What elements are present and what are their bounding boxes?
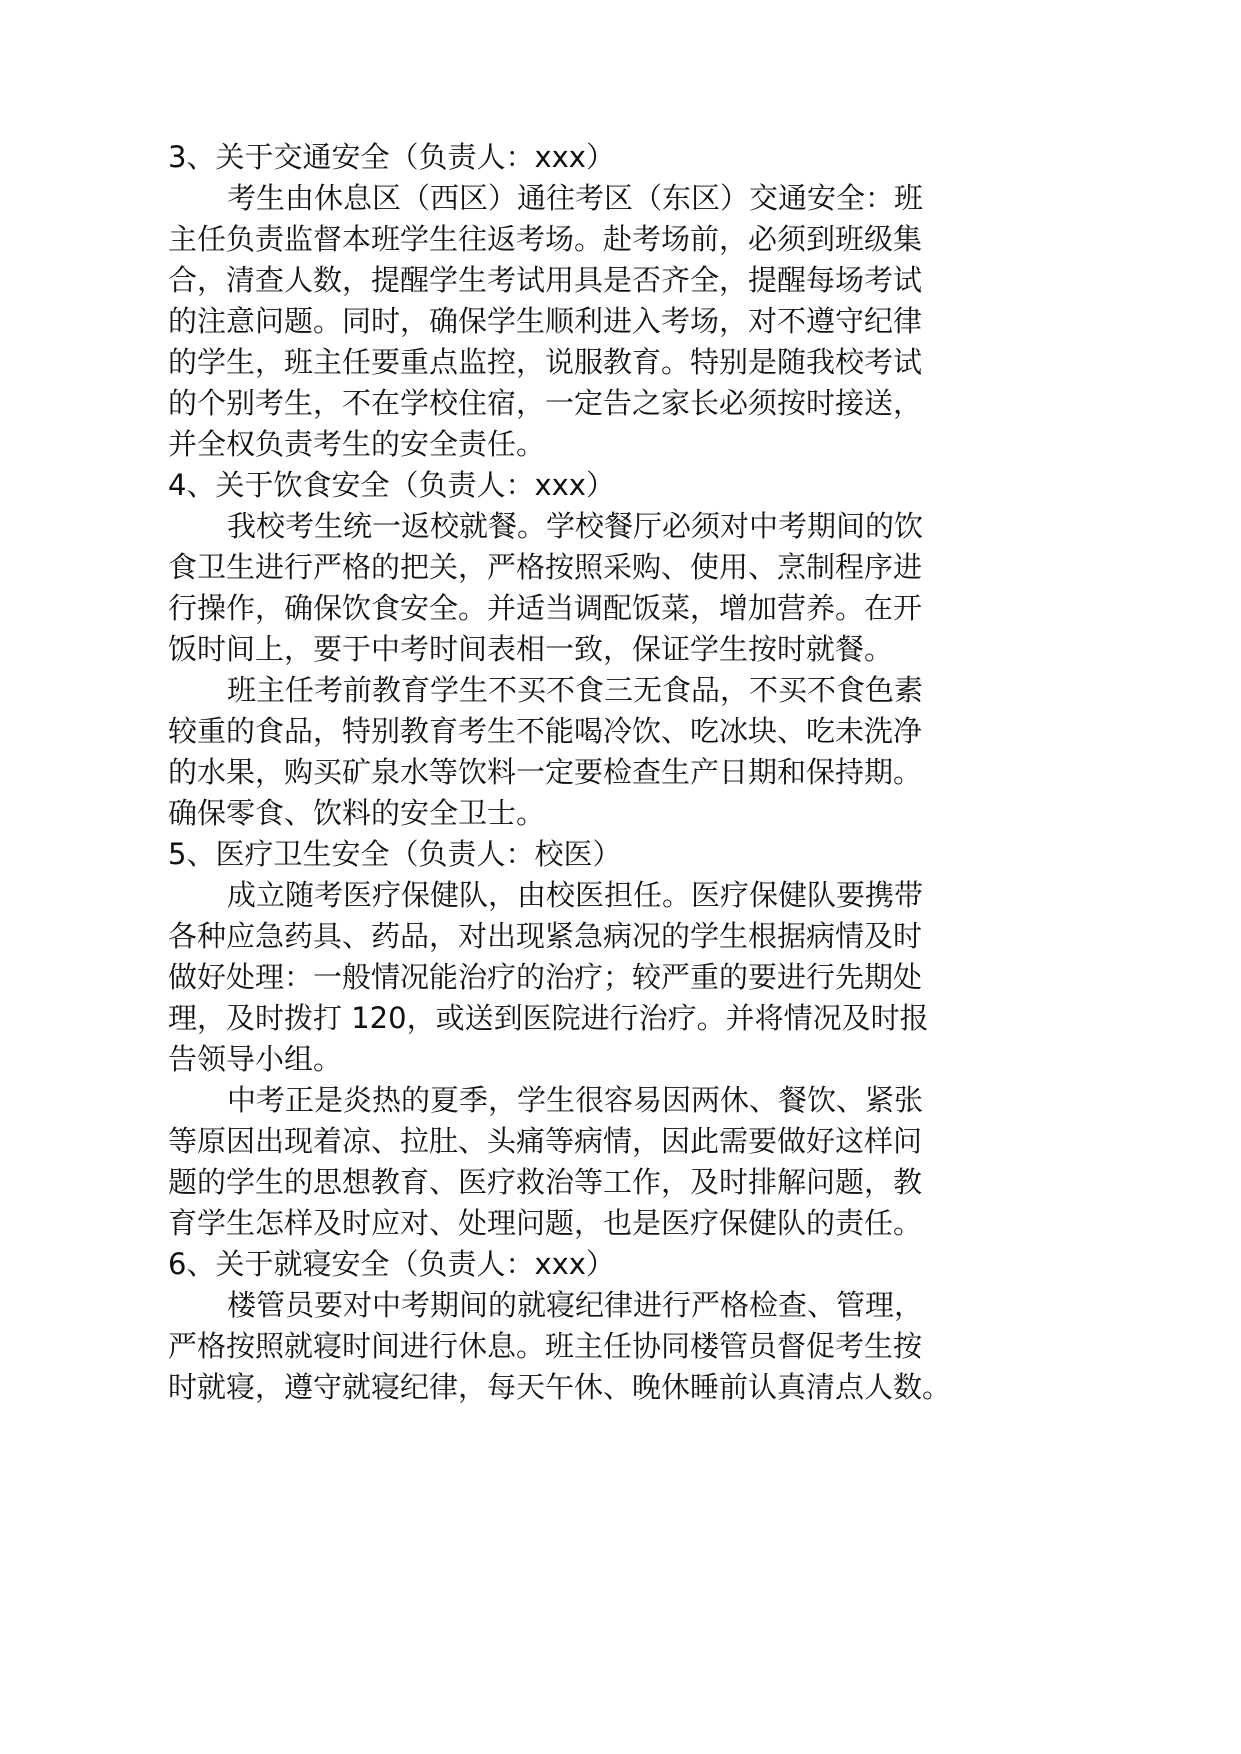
paragraph <box>168 1080 948 1244</box>
paragraph <box>168 670 948 834</box>
heading-text: 5、医疗卫生安全（负责人：校医） <box>168 837 622 871</box>
paragraph-line: 各种应急药具、药品，对出现紧急病况的学生根据病情及时 <box>168 919 923 953</box>
paragraph-line: 行操作，确保饮食安全。并适当调配饭菜，增加营养。在开 <box>168 591 923 625</box>
paragraph-line: 合，清查人数，提醒学生考试用具是否齐全，提醒每场考试 <box>168 263 923 297</box>
paragraph-line: 饭时间上，要于中考时间表相一致，保证学生按时就餐。 <box>168 632 894 666</box>
paragraph-line: 食卫生进行严格的把关，严格按照采购、使用、烹制程序进 <box>168 550 923 584</box>
section-heading <box>168 834 948 875</box>
paragraph-line: 告领导小组。 <box>168 1042 343 1076</box>
paragraph-line: 我校考生统一返校就餐。学校餐厅必须对中考期间的饮 <box>227 509 924 543</box>
paragraph-line: 较重的食品，特别教育考生不能喝冷饮、吃冰块、吃未洗净 <box>168 714 923 748</box>
paragraph-line: 做好处理：一般情况能治疗的治疗；较严重的要进行先期处 <box>168 960 923 994</box>
paragraph-line: 时就寝，遵守就寝纪律，每天午休、晚休睡前认真清点人数。 <box>168 1370 952 1404</box>
paragraph-line: 成立随考医疗保健队，由校医担任。医疗保健队要携带 <box>227 878 924 912</box>
section-heading <box>168 1244 948 1285</box>
paragraph-line: 的个别考生，不在学校住宿，一定告之家长必须按时接送， <box>168 386 923 420</box>
heading-text: 3、关于交通安全（负责人：xxx） <box>168 140 615 174</box>
section-heading <box>168 465 948 506</box>
heading-text: 4、关于饮食安全（负责人：xxx） <box>168 468 615 502</box>
paragraph <box>168 178 948 465</box>
paragraph <box>168 875 948 1080</box>
paragraph <box>168 506 948 670</box>
paragraph-line: 主任负责监督本班学生往返考场。赴考场前，必须到班级集 <box>168 222 923 256</box>
paragraph <box>168 1285 952 1408</box>
paragraph-line: 的学生，班主任要重点监控，说服教育。特别是随我校考试 <box>168 345 923 379</box>
heading-text: 6、关于就寝安全（负责人：xxx） <box>168 1247 615 1281</box>
paragraph-line: 严格按照就寝时间进行休息。班主任协同楼管员督促考生按 <box>168 1329 923 1363</box>
paragraph-line: 中考正是炎热的夏季，学生很容易因两休、餐饮、紧张 <box>227 1083 924 1117</box>
paragraph-line: 班主任考前教育学生不买不食三无食品，不买不食色素 <box>227 673 924 707</box>
paragraph-line: 楼管员要对中考期间的就寝纪律进行严格检查、管理， <box>227 1288 924 1322</box>
paragraph-line: 的注意问题。同时，确保学生顺利进入考场，对不遵守纪律 <box>168 304 923 338</box>
section-heading <box>168 137 948 178</box>
paragraph-line: 理，及时拨打 120，或送到医院进行治疗。并将情况及时报 <box>168 1001 929 1035</box>
paragraph-line: 考生由休息区（西区）通往考区（东区）交通安全：班 <box>227 181 924 215</box>
paragraph-line: 等原因出现着凉、拉肚、头痛等病情，因此需要做好这样问 <box>168 1124 923 1158</box>
paragraph-line: 育学生怎样及时应对、处理问题，也是医疗保健队的责任。 <box>168 1206 923 1240</box>
paragraph-line: 题的学生的思想教育、医疗救治等工作，及时排解问题，教 <box>168 1165 923 1199</box>
paragraph-line: 的水果，购买矿泉水等饮料一定要检查生产日期和保持期。 <box>168 755 923 789</box>
paragraph-line: 并全权负责考生的安全责任。 <box>168 427 546 461</box>
document-body <box>168 137 952 1408</box>
paragraph-line: 确保零食、饮料的安全卫士。 <box>168 796 546 830</box>
